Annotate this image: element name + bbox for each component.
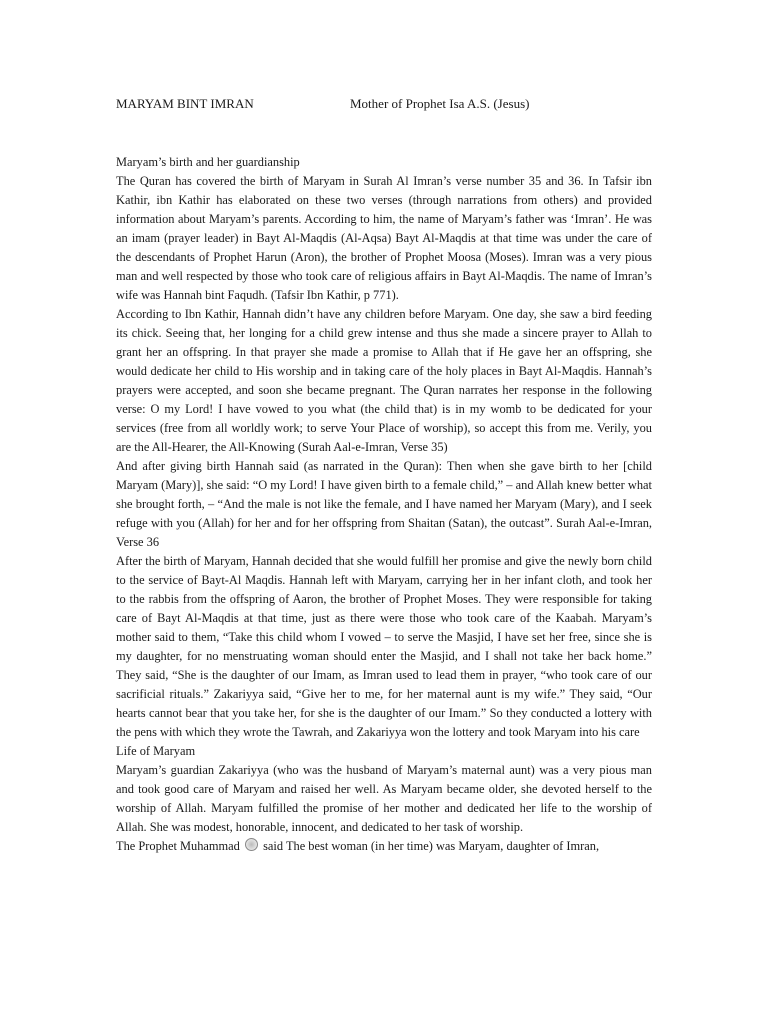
pbuh-seal-icon bbox=[245, 838, 258, 851]
last-line-start: The Prophet Muhammad bbox=[116, 839, 240, 853]
document-body bbox=[116, 153, 652, 856]
paragraph-last bbox=[116, 837, 652, 856]
paragraph: The Quran has covered the birth of Maryam in Surah Al Imran’s verse number 35 and 36. In Tafsir ibn Kathir, ibn Kathir has elaborated on these two verses (through narrations from others) and provided information about Maryam’s parents. According to him, the name of Maryam’s father was ‘Imran’. He was an imam (prayer leader) in Bayt Al-Maqdis (Al-Aqsa) Bayt Al-Maqdis at that time was under the care of the descendants of Prophet Harun (Aron), the brother of Prophet Moosa (Moses). Imran was a very pious man and well respected by those who took care of religious affairs in Bayt Al-Maqdis. The name of Imran’s wife was Hannah bint Faqudh. (Tafsir Ibn Kathir, p 771). bbox=[116, 174, 652, 302]
paragraph: According to Ibn Kathir, Hannah didn’t have any children before Maryam. One day, she saw a bird feeding its chick. Seeing that, her longing for a child grew intense and thus she made a sincere prayer to Allah to grant her an offspring. In that prayer she made a promise to Allah that if He gave her an offspring, she would dedicate her child to His worship and in taking care of the holy places in Bayt Al-Maqdis. Hannah’s prayers were accepted, and soon she became pregnant. The Quran narrates her response in the following verse: O my Lord! I have vowed to you what (the child that) is in my womb to be dedicated for your services (free from all worldly work; to serve Your Place of worship), so accept this from me. Verily, you are the All-Hearer, the All-Knowing (Surah Aal-e-Imran, Verse 35) bbox=[116, 307, 652, 454]
paragraph: After the birth of Maryam, Hannah decided that she would fulfill her promise and give the newly born child to the service of Bayt-Al Maqdis. Hannah left with Maryam, carrying her in her infant cloth, and took her to the rabbis from the offspring of Aaron, the brother of Prophet Moses. They were responsible for taking care of Bayt Al-Maqdis at that time, just as there were those who took care of the Kaabah. Maryam’s mother said to them, “Take this child whom I vowed – to serve the Masjid, I have set her free, since she is my daughter, for no menstruating woman should enter the Masjid, and I shall not take her back home.” They said, “She is the daughter of our Imam, as Imran used to lead them in prayer, “who took care of our sacrificial rituals.” Zakariyya said, “Give her to me, for her maternal aunt is my wife.” They said, “Our hearts cannot bear that you take her, for she is the daughter of our Imam.” So they conducted a lottery with the pens with which they wrote the Tawrah, and Zakariyya won the lottery and took Maryam into his care bbox=[116, 554, 652, 739]
last-line-end: said The best woman (in her time) was Maryam, daughter of Imran, bbox=[263, 839, 600, 853]
header-title: MARYAM BINT IMRAN bbox=[116, 96, 254, 111]
section-heading-life: Life of Maryam bbox=[116, 744, 196, 758]
section-heading-birth: Maryam’s birth and her guardianship bbox=[116, 155, 300, 169]
paragraph: And after giving birth Hannah said (as narrated in the Quran): Then when she gave birth to her [child Maryam (Mary)], she said: “O my Lord! I have given birth to a female child,” – and Allah knew better what she brought forth, – “And the male is not like the female, and I have named her Maryam (Mary), and I seek refuge with you (Allah) for her and for her offspring from Shaitan (Satan), the outcast”. Surah Aal-e-Imran, Verse 36 bbox=[116, 459, 652, 549]
header-subtitle: Mother of Prophet Isa A.S. (Jesus) bbox=[350, 96, 530, 111]
paragraph: Maryam’s guardian Zakariyya (who was the husband of Maryam’s maternal aunt) was a very pious man and took good care of Maryam and raised her well. As Maryam became older, she devoted herself to the worship of Allah. Maryam fulfilled the promise of her mother and dedicated her life to the worship of Allah. She was modest, honorable, innocent, and dedicated to her task of worship. bbox=[116, 763, 652, 834]
